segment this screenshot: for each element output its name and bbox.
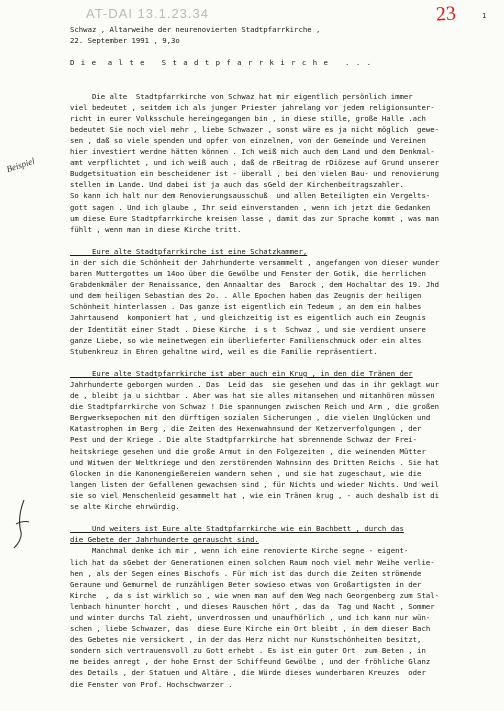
text-line: sie so viel Menschenleid gesammelt hat , wie ein Tränen krug , - auch deshalb ist di (70, 490, 440, 500)
text-line: schen , liebe Schwazer, das diese Eure Kirche ein Ort bleibt , in dem dieser Bach (70, 624, 431, 634)
text-line: Grabdenkmäler der Renaissance, den Annaaltar des Barock , dem Hochaltar des 19. Jhd (70, 280, 440, 290)
archive-stamp: AT-DAI 13.1.23.34 (86, 6, 209, 21)
text-line: lenbach hinunter horcht , und dieses Rauschen hört , das da Tag und Nacht , Sommer (70, 601, 435, 611)
text-line: de , bleibt ja u sichtbar . Aber was hat sie alles mitansehen und mitanhören müssen (70, 391, 435, 401)
text-line: des Gebetes nie versickert , in der das Herz nicht nur Kunstschönheiten besitzt, (70, 635, 422, 645)
text-line: die Gebete der Jahrhunderte gerauscht sind. (70, 535, 259, 545)
text-line: und Witwen der Weltkriege und den zerstörenden Wahnsinn des Dritten Reichs . Sie hat (70, 457, 440, 467)
text-line: Jahrhunderte geborgen wurden . Das Leid das sie gesehen und das in ihr geklagt wur (70, 380, 440, 389)
text-line: langen listen der Gefallenen gewachsen sind , für Nichts und wieder Nichts. Und weil (70, 479, 440, 489)
text-line: des Details , der Statuen und Altäre , die Würde dieses wunderbaren Kreuzes oder (70, 668, 426, 678)
text-line: Und weiters ist Eure alte Stadtpfarrkirche wie ein Bachbett , durch das (70, 524, 404, 534)
page-number: 1 (482, 12, 487, 20)
text-line: me beides anregt , der hohe Ernst der Schiffeund Gewölbe , und der fröhliche Glanz (70, 657, 431, 667)
text-line: baren Muttergottes um 14oo über die Gewölbe und Fenster der Gotik, die herrlichen (70, 269, 426, 279)
text-line (70, 235, 502, 246)
margin-pen-mark (10, 498, 32, 550)
text-line: Schönheit hinterlassen . Das ganze ist eigentlich ein Tedeum , an dem ein halbes (70, 302, 422, 312)
text-line: Manchmal denke ich mir , wenn ich eine renovierte Kirche segne - eigent- (70, 546, 409, 556)
text-line: Eure alte Stadtpfarrkirche ist aber auch ein Krug , in den die Tränen der (70, 368, 413, 378)
text-line: heitskriege gesehen und die große Armut in den Folgezeiten , die weinenden Mütter (70, 446, 426, 456)
text-line: Pest und der Kriege . Die alte Stadtpfarrkirche hat sbrennende Schwaz der Frei- (70, 435, 418, 445)
text-line: Jahrtausend komponiert hat , und gleichzeitig ist es eigentlich auch ein Zeugnis (70, 313, 426, 323)
text-line: bedeutet Sie noch viel mehr , liebe Schwazer , sonst wäre es ja nicht möglich gewe- (70, 124, 440, 134)
text-line: viel bedeutet , seitdem ich als junger Priester jahrelang vor jedem religionsunter- (70, 102, 435, 112)
red-handwritten-number: 23 (435, 2, 457, 26)
text-line: Eure alte Stadtpfarrkirche ist eine Schatzkammer, (70, 246, 308, 256)
text-line (70, 46, 502, 57)
text-line: in der sich die Schönheit der Jahrhunderte versammelt , angefangen von dieser wunder (70, 257, 440, 267)
text-line: Stubenkreuz in Ehren gehaltne wird, weil es die Familie repräsentiert. (70, 346, 378, 356)
text-line: sen , daß so viele spenden und opfer von einzelnen, von der Gemeinde und Vereinen (70, 135, 426, 145)
text-line: und winter durchs Tal zieht, unverdrossen und unaufhörlich , und ich kann nur wün- (70, 612, 431, 622)
text-line: Die alte Stadtpfarrkirche von Schwaz hat mir eigentlich persönlich immer (70, 91, 413, 101)
text-line: Bergwerksepochen mit den dürftigen sozialen Sicherungen , die vielen Unglücken und (70, 413, 431, 423)
document-heading: D i e a l t e S t a d t p f a r r k i r c h e . . . (70, 58, 373, 68)
text-line: hen , als der Segen eines Bischofs . Für mich ist das durch die Zeiten strömende (70, 568, 422, 578)
text-line (70, 68, 502, 79)
text-line: stellen im Lande. Und dabei ist ja auch das sGeld der Kirchenbeitragszahler. (70, 180, 404, 190)
text-line (70, 512, 502, 523)
text-line: se alte Kirche ehrwürdig. (70, 502, 180, 512)
text-line: gott sagen . Und ich glaube , Ihr seid einverstanden , wenn ich jetzt die Gedanken (70, 202, 431, 212)
text-line: Budgetsituation ein bescheidener ist - überall , bei den vielen Bau- und renovierung (70, 169, 440, 179)
text-line (70, 357, 502, 368)
text-line: fühlt , wenn man in diese Kirche tritt. (70, 224, 242, 234)
text-line: die Fenster von Prof. Hochschwarzer . (70, 679, 233, 689)
text-line: Schwaz , Altarweihe der neurenovierten Stadtpfarrkirche , (70, 25, 321, 34)
text-line: amt verpflichtet , und ich weiß auch , daß de rBeitrag de rDiözese auf Grund unserer (70, 158, 440, 168)
text-line: Katastrophen im Berg , die Zeiten des Hexenwahnsund der Ketzerverfolgungen , der (70, 424, 422, 434)
text-line: lich hat da sGebet der Generationen einen solchen Raum noch viel mehr Weihe verlie- (70, 557, 435, 567)
text-line: richt in eurer Volksschule hereingegangen bin , in diese stille, große Halle .ach (70, 113, 426, 123)
text-line: ganze Liebe, so wie meinetwegen ein überlieferter Familienschmuck oder ein altes (70, 335, 422, 345)
text-line: Glocken in die Kanonengießereien wandern sehen , und sie hat zugeschaut, wie die (70, 468, 422, 478)
text-line: und dem heiligen Sebastian des 2o. . Alle Epochen haben das Zeugnis der heiligen (70, 291, 422, 301)
text-line: um diese Eure Stadtpfarrkirche kreisen lasse , damit das zur Sprache kommt , was man (70, 213, 440, 223)
text-line: So kann ich halt nur dem Renovierungsausschuß und allen Beteiligten ein Vergelts- (70, 191, 431, 201)
text-line: sondern sich vertrauensvoll zu Gott erhebt . Es ist ein guter Ort zum Beten , in (70, 646, 426, 656)
text-line: 22. September 1991 , 9,3o (70, 36, 180, 46)
text-line: der Identität einer Stadt . Diese Kirche i s t Schwaz , und sie verdient unsere (70, 324, 426, 334)
text-line: Kirche , da s ist wirklich so , wie wnen man auf dem Weg nach Georgenberg zum Stal- (70, 590, 440, 600)
typed-body-text (70, 24, 502, 690)
text-line: hier investiert werdne hätten können . Ich weiß mich auch dem Land und dem Denkmal- (70, 147, 435, 157)
margin-handwritten-note: Beispiel (5, 155, 36, 175)
text-line (70, 79, 502, 90)
text-line: die Stadtpfarrkirche von Schwaz ! Die spannungen zwischen Reich und Arm , die großen (70, 402, 440, 412)
text-line: Geraune und Gemurmel de runzähligen Beter sowieso etwas von Großartigsten in der (70, 579, 422, 589)
